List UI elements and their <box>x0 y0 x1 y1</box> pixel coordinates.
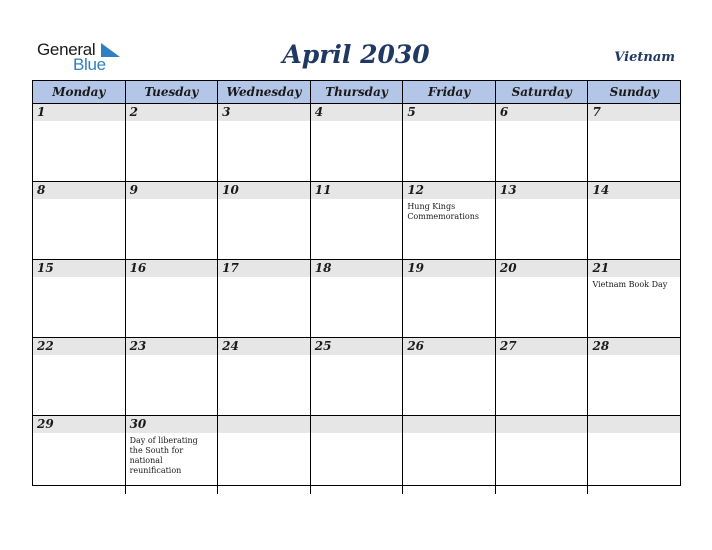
day-number-band <box>403 416 495 433</box>
day-number: 15 <box>37 261 54 275</box>
weekday-header: Sunday <box>609 85 659 99</box>
day-number: 21 <box>592 261 610 275</box>
day-number-band <box>496 104 588 121</box>
holiday-label: Vietnam Book Day <box>592 280 668 289</box>
day-number: 2 <box>129 105 138 119</box>
calendar-day-cell <box>311 182 404 259</box>
day-number-band <box>126 104 218 121</box>
day-number: 8 <box>37 183 46 197</box>
page-title: April 2030 <box>282 40 430 69</box>
day-number: 16 <box>129 261 147 275</box>
calendar-day-cell <box>33 416 126 494</box>
calendar-day-cell <box>496 182 589 259</box>
calendar-day-cell <box>218 416 311 494</box>
calendar-day-cell <box>403 260 496 337</box>
calendar-day-cell <box>311 338 404 415</box>
day-number: 7 <box>592 105 601 119</box>
day-number: 6 <box>499 105 509 119</box>
day-number-band <box>588 104 680 121</box>
day-number: 27 <box>499 339 517 353</box>
calendar-day-cell <box>33 182 126 259</box>
day-number-band <box>311 104 403 121</box>
calendar-day-cell <box>311 260 404 337</box>
calendar-day-cell <box>588 182 680 259</box>
calendar-day-cell <box>126 260 219 337</box>
calendar-day-cell <box>588 104 680 181</box>
weekday-header-row <box>33 81 680 104</box>
day-number: 12 <box>407 183 425 197</box>
calendar-day-cell <box>588 260 680 337</box>
holiday-label: Day of liberating the South for national reunification <box>129 436 198 475</box>
calendar-day-cell <box>218 104 311 181</box>
day-number: 29 <box>37 417 54 431</box>
weekday-header: Tuesday <box>126 81 219 103</box>
logo-text-general: General <box>37 40 96 59</box>
day-number: 24 <box>222 339 239 353</box>
day-number: 13 <box>499 183 517 197</box>
calendar-week-row <box>33 104 680 182</box>
calendar-day-cell <box>126 182 219 259</box>
calendar-day-cell <box>403 182 496 259</box>
calendar-day-cell <box>588 416 680 494</box>
calendar-day-cell <box>218 260 311 337</box>
day-number-band <box>311 416 403 433</box>
day-number-band <box>33 104 125 121</box>
calendar-week-row <box>33 260 680 338</box>
calendar-week-row <box>33 182 680 260</box>
day-number-band <box>403 104 495 121</box>
day-number-band <box>588 416 680 433</box>
weekday-header: Wednesday <box>218 81 311 103</box>
calendar-day-cell <box>33 338 126 415</box>
calendar-day-cell <box>403 104 496 181</box>
day-number: 3 <box>222 105 231 119</box>
day-number: 17 <box>222 261 239 275</box>
logo-text-blue: Blue <box>73 55 106 74</box>
day-number: 5 <box>407 105 416 119</box>
calendar-day-cell <box>403 416 496 494</box>
calendar-day-cell <box>403 338 496 415</box>
day-number: 30 <box>129 417 147 431</box>
calendar-weeks <box>33 104 680 494</box>
weekday-header: Monday <box>33 81 126 103</box>
day-number: 14 <box>592 183 610 197</box>
day-number-band <box>218 104 310 121</box>
calendar-day-cell <box>588 338 680 415</box>
day-number-band <box>126 182 218 199</box>
calendar-week-row <box>33 338 680 416</box>
day-number: 25 <box>314 339 332 353</box>
weekday-header: Thursday <box>311 81 404 103</box>
day-number: 18 <box>314 261 332 275</box>
day-number: 22 <box>37 339 54 353</box>
weekday-header: Friday <box>403 81 496 103</box>
day-number: 4 <box>314 105 324 119</box>
calendar-day-cell <box>126 104 219 181</box>
calendar-day-cell <box>496 104 589 181</box>
country-label: Vietnam <box>614 50 675 65</box>
calendar-day-cell <box>33 104 126 181</box>
day-number: 28 <box>592 339 610 353</box>
day-number-band <box>33 182 125 199</box>
day-number: 11 <box>314 183 332 197</box>
day-number: 20 <box>499 261 517 275</box>
calendar-day-cell <box>496 416 589 494</box>
calendar-week-row <box>33 416 680 494</box>
day-number: 26 <box>407 339 425 353</box>
calendar-day-cell <box>218 338 311 415</box>
day-number: 10 <box>222 183 239 197</box>
weekday-header: Saturday <box>496 81 589 103</box>
calendar-day-cell <box>496 338 589 415</box>
calendar-day-cell <box>33 260 126 337</box>
calendar-grid <box>32 80 681 486</box>
calendar-day-cell <box>218 182 311 259</box>
day-number-band <box>496 416 588 433</box>
calendar-day-cell <box>311 104 404 181</box>
day-number-band <box>218 416 310 433</box>
day-number: 19 <box>407 261 425 275</box>
day-number: 1 <box>37 105 46 119</box>
calendar-day-cell <box>311 416 404 494</box>
calendar-day-cell <box>496 260 589 337</box>
calendar-day-cell <box>126 338 219 415</box>
day-number: 9 <box>129 183 138 197</box>
holiday-label: Hung Kings Commemorations <box>407 202 479 221</box>
calendar-day-cell <box>126 416 219 494</box>
day-number: 23 <box>129 339 147 353</box>
